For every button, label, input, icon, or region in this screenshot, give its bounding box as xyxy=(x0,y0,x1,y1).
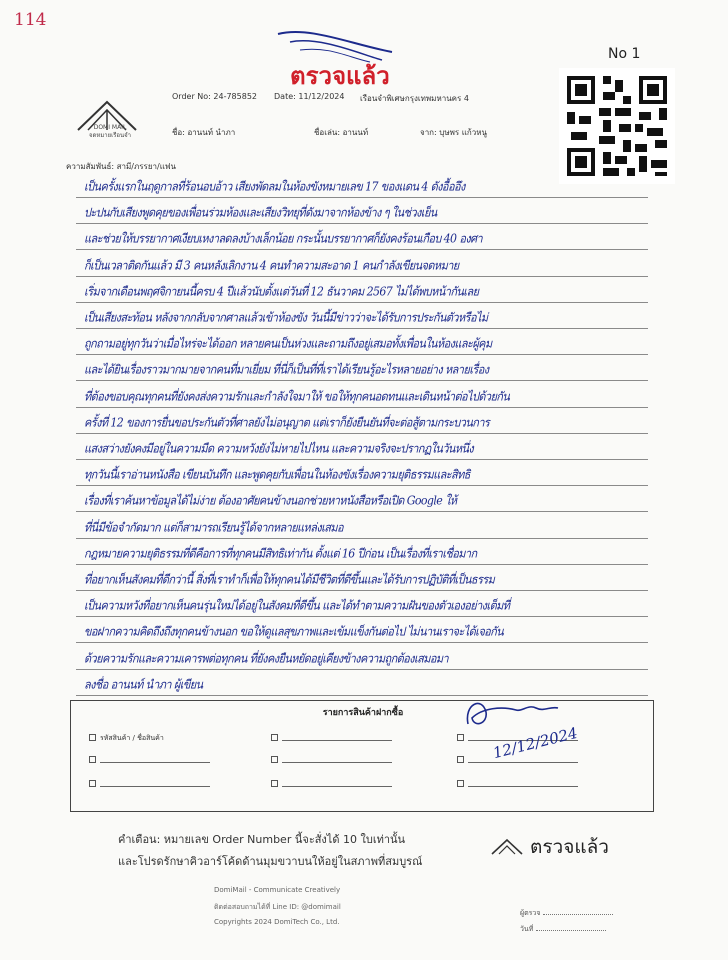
goods-item xyxy=(89,779,210,788)
ruled-line xyxy=(76,642,648,643)
ruled-line xyxy=(76,564,648,565)
logo-caption: DOMI MAIL จดหมายเรือนจำ xyxy=(88,124,132,139)
ruled-line xyxy=(76,485,648,486)
letter-line: เป็นความหวังที่อยากเห็นคนรุ่นใหม่ได้อยู่ในสังคมที่ดีขึ้น และได้ทำตามความฝันของตัวเองอย่างเต็มที่ xyxy=(84,598,510,613)
goods-item xyxy=(271,755,392,764)
goods-checkbox[interactable] xyxy=(89,780,96,787)
letter-line: ด้วยความรักและความเคารพต่อทุกคน ที่ยังคงยืนหยัดอยู่เคียงข้างความถูกต้องเสมอมา xyxy=(84,651,449,666)
letter-line: ลงชื่อ อานนท์ นำภา ผู้เขียน xyxy=(84,677,203,692)
order-date: Date: 11/12/2024 xyxy=(274,92,345,101)
signature xyxy=(462,694,580,763)
brand-logo-icon xyxy=(490,836,524,858)
letter-line: และได้ยินเรื่องราวมากมายจากคนที่มาเยี่ยม ที่นี่ก็เป็นที่ที่เราได้เรียนรู้อะไรหลายอย่าง หลายเรื่อง xyxy=(84,362,489,378)
goods-checkbox[interactable] xyxy=(271,780,278,787)
ruled-line xyxy=(76,459,648,460)
qr-code-icon xyxy=(554,68,680,184)
ruled-line xyxy=(76,223,648,224)
letter-line: กฎหมายความยุติธรรมที่ดีคือการที่ทุกคนมีสิทธิเท่ากัน ตั้งแต่ 16 ปีก่อน เป็นเรื่องที่เราเชื่อมาก xyxy=(84,546,477,561)
ruled-line xyxy=(76,249,648,250)
letter-line: เป็นเสียงสะท้อน หลังจากกลับจากศาลแล้วเข้าห้องขัง วันนี้มีข่าวว่าจะได้รับการประกันตัวหรือไม่ xyxy=(84,310,488,325)
ruled-line xyxy=(76,380,648,381)
ruled-line xyxy=(76,538,648,539)
letter-line: ที่อยากเห็นสังคมที่ดีกว่านี้ สิ่งที่เราทำก็เพื่อให้ทุกคนได้มีชีวิตที่ดีขึ้นและได้รับการปฏิบัติที่เป็นธรรม xyxy=(84,572,495,587)
inspector-field: ผู้ตรวจ xyxy=(520,908,613,919)
footer-copyright: Copyrights 2024 DomiTech Co., Ltd. xyxy=(214,918,340,926)
ruled-line xyxy=(76,669,648,670)
ruled-line xyxy=(76,302,648,303)
inspect-date-field: วันที่ xyxy=(520,924,606,935)
letter-line: ก็เป็นเวลาติดกันแล้ว มี 3 คนหลังเลิกงาน 4 คนทำความสะอาด 1 คนกำลังเขียนจดหมาย xyxy=(84,258,459,273)
goods-item-code: รหัสสินค้า / ชื่อสินค้า xyxy=(89,733,164,744)
ruled-line xyxy=(76,590,648,591)
relationship: ความสัมพันธ์: สามี/ภรรยา/แฟน xyxy=(66,162,177,171)
goods-checkbox[interactable] xyxy=(457,756,464,763)
recipient-name: ชื่อ: อานนท์ นำภา xyxy=(172,128,236,137)
ruled-line xyxy=(76,328,648,329)
letter-line: ทุกวันนี้เราอ่านหนังสือ เขียนบันทึก และพูดคุยกับเพื่อนในห้องขังเรื่องความยุติธรรมและสิทธิ xyxy=(84,467,470,482)
brand-text: ตรวจแล้ว xyxy=(530,836,609,858)
ruled-line xyxy=(76,433,648,434)
brand-mark xyxy=(490,832,609,862)
goods-item xyxy=(271,779,392,788)
ruled-line xyxy=(76,511,648,512)
ruled-line xyxy=(76,354,648,355)
goods-box-title: รายการสินค้าฝากซื้อ xyxy=(322,708,404,718)
ruled-line xyxy=(76,276,648,277)
ruled-line xyxy=(76,407,648,408)
letter-line: เริ่มจากเดือนพฤศจิกายนนี้ครบ 4 ปีแล้วนับตั้งแต่วันที่ 12 ธันวาคม 2567 ไม่ได้พบหน้ากันเลย xyxy=(84,284,479,299)
warning-line-2: และโปรดรักษาคิวอาร์โค้ดด้านมุมขวาบนให้อยู่ในสภาพที่สมบูรณ์ xyxy=(118,855,423,868)
signature-date: 12/12/2024 xyxy=(491,723,580,763)
order-number: Order No: 24-785852 xyxy=(172,92,257,101)
letter-line: เป็นครั้งแรกในฤดูกาลที่ร้อนอบอ้าว เสียงพัดลมในห้องขังหมายเลข 17 ของแดน 4 ดังอื้ออึง xyxy=(84,179,465,194)
ruled-line xyxy=(76,197,648,198)
goods-checkbox[interactable] xyxy=(457,780,464,787)
letter-line: ที่นี่มีข้อจำกัดมาก แต่ก็สามารถเรียนรู้ได้จากหลายแหล่งเสมอ xyxy=(84,520,344,535)
goods-item xyxy=(271,733,392,742)
ruled-line xyxy=(76,616,648,617)
prison-name: เรือนจำพิเศษกรุงเทพมหานคร 4 xyxy=(360,94,469,103)
letter-line: ขอฝากความคิดถึงถึงทุกคนข้างนอก ขอให้ดูแลสุขภาพและเข้มแข็งกันต่อไป ไม่นานเราจะได้เจอกัน xyxy=(84,624,504,640)
letter-line: ที่ต้องขอบคุณทุกคนที่ยังคงส่งความรักและกำลังใจมาให้ ขอให้ทุกคนอดทนและเดินหน้าต่อไปด้วยกัน xyxy=(84,389,510,404)
letter-line: เรื่องที่เราค้นหาข้อมูลได้ไม่ง่าย ต้องอาศัยคนข้างนอกช่วยหาหนังสือหรือเปิด Google ให้ xyxy=(84,493,457,509)
letter-line: และช่วยให้บรรยากาศเงียบเหงาลดลงบ้างเล็กน้อย กระนั้นบรรยากาศก็ยังคงร้อนเกือบ 40 องศา xyxy=(84,231,483,247)
ruled-line xyxy=(76,695,648,696)
recipient-nickname: ชื่อเล่น: อานนท์ xyxy=(314,128,369,137)
goods-checkbox[interactable] xyxy=(271,756,278,763)
signature-scrawl-icon xyxy=(462,694,562,734)
warning-line-1: คำเตือน: หมายเลข Order Number นี้จะสั่งได้ 10 ใบเท่านั้น xyxy=(118,833,406,846)
sender-name: จาก: บุษพร แก้วหนู xyxy=(420,128,487,137)
goods-item xyxy=(89,755,210,764)
goods-checkbox[interactable] xyxy=(89,734,96,741)
page-number: 114 xyxy=(14,10,47,30)
letter-line: ครั้งที่ 12 ของการยื่นขอประกันตัวที่ศาลยังไม่อนุญาต แต่เราก็ยังยืนยันที่จะต่อสู้ตามกระบวนการ xyxy=(84,415,490,430)
letter-line: ถูกถามอยู่ทุกวันว่าเมื่อไหร่จะได้ออก หลายคนเป็นห่วงและถามถึงอยู่เสมอทั้งเพื่อนในห้องและผู้คุม xyxy=(84,336,492,351)
letter-line: แสงสว่างยังคงมีอยู่ในความมืด ความหวังยังไม่หายไปไหน และความจริงจะปรากฏในวันหนึ่ง xyxy=(84,441,474,456)
goods-checkbox[interactable] xyxy=(89,756,96,763)
sheet-number: No 1 xyxy=(608,46,641,62)
footer-tagline: DomiMail - Communicate Creatively xyxy=(214,886,341,894)
checked-stamp: ตรวจแล้ว xyxy=(290,62,390,90)
footer-contact: ติดต่อสอบถามได้ที่ Line ID: @domimail xyxy=(214,903,341,911)
goods-checkbox[interactable] xyxy=(271,734,278,741)
letter-line: ปะปนกับเสียงพูดคุยของเพื่อนร่วมห้องและเสียงวิทยุที่ดังมาจากห้องข้าง ๆ ในช่วงเย็น xyxy=(84,205,437,220)
goods-item xyxy=(457,779,578,788)
